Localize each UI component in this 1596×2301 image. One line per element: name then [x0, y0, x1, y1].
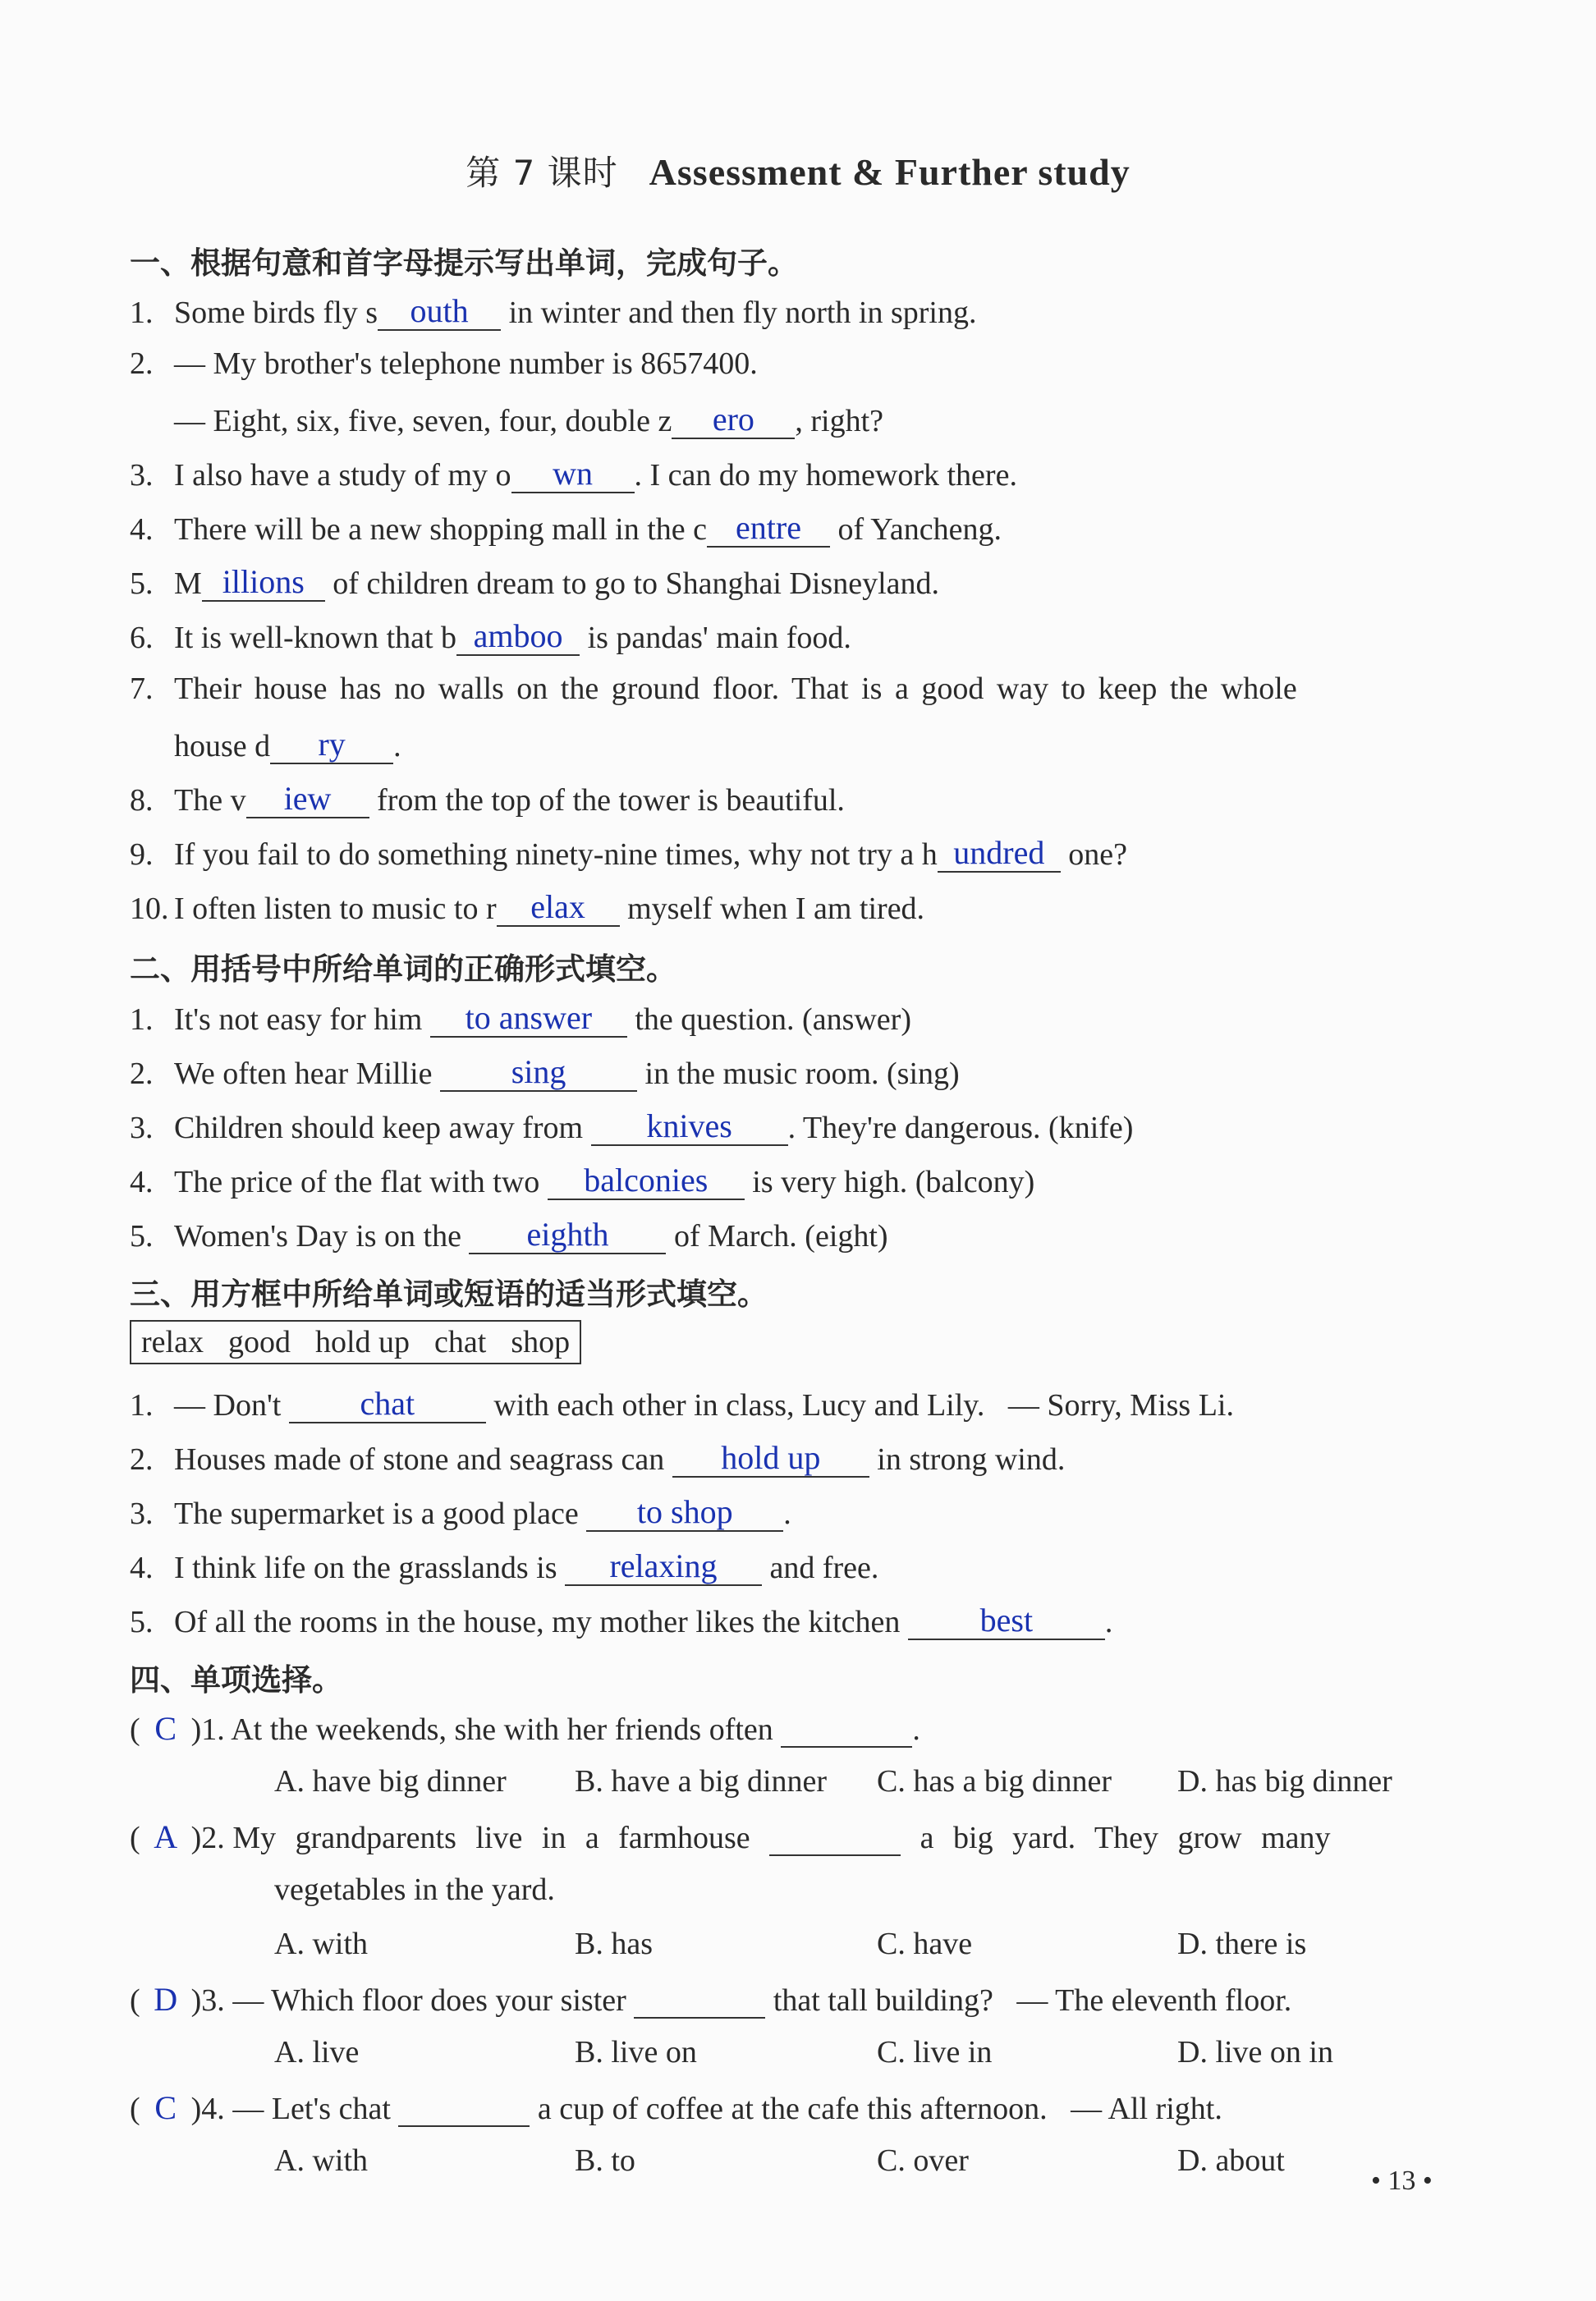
mc-3-option-a[interactable]: A. live	[274, 2035, 360, 2070]
s2-item-3: 3. Children should keep away from knives . They're dangerous. (knife)	[130, 1107, 1134, 1145]
s2-blank-4[interactable]: balconies	[548, 1161, 745, 1200]
mc-answer-1[interactable]: C	[154, 1710, 177, 1747]
mc-3-option-d[interactable]: D. live on in	[1177, 2035, 1333, 2070]
mc-3-option-c[interactable]: C. live in	[877, 2035, 993, 2070]
mc-answer-4[interactable]: C	[154, 2089, 177, 2126]
s2-item-1: 1. It's not easy for him to answer the question. (answer)	[130, 999, 911, 1037]
s1-item-10: 10. I often listen to music to r elax myself when I am tired.	[130, 888, 925, 926]
s1-blank-4[interactable]: entre	[707, 508, 830, 548]
word-box-item: chat	[434, 1325, 487, 1359]
s1-item-9: 9. If you fail to do something ninety-nine times, why not try a h undred one?	[130, 834, 1128, 872]
s1-blank-3[interactable]: wn	[511, 454, 635, 493]
mc-1-option-d[interactable]: D. has big dinner	[1177, 1764, 1392, 1799]
s1-blank-1[interactable]: outh	[378, 291, 501, 331]
page-title	[0, 146, 1596, 195]
s2-blank-5[interactable]: eighth	[469, 1215, 666, 1254]
s3-blank-1[interactable]: chat	[289, 1384, 486, 1423]
s3-blank-2[interactable]: hold up	[672, 1438, 869, 1478]
s3-blank-5[interactable]: best	[908, 1601, 1105, 1640]
mc-2-option-c[interactable]: C. have	[877, 1927, 973, 1961]
mc-2-option-d[interactable]: D. there is	[1177, 1927, 1307, 1961]
s3-item-5: 5. Of all the rooms in the house, my mother likes the kitchen best .	[130, 1602, 1113, 1639]
mc-1-option-c[interactable]: C. has a big dinner	[877, 1764, 1112, 1799]
s1-item-6: 6. It is well-known that b amboo is pandas' main food.	[130, 617, 851, 655]
s2-item-5: 5. Women's Day is on the eighth of March. (eight)	[130, 1216, 888, 1254]
s3-item-1: 1. — Don't chat with each other in class, Lucy and Lily. — Sorry, Miss Li.	[130, 1385, 1234, 1423]
s1-item-2: 2. — My brother's telephone number is 8657400.	[130, 346, 758, 381]
mc-answer-3[interactable]: D	[154, 1981, 178, 2018]
mc-question-4: ( C )4. — Let's chat a cup of coffee at the cafe this afternoon. — All right.	[130, 2089, 1222, 2126]
mc-question-1: ( C )1. At the weekends, she with her friends often .	[130, 1710, 920, 1747]
mc-2-continuation: vegetables in the yard.	[274, 1872, 555, 1907]
word-box-item: shop	[511, 1325, 571, 1359]
s1-blank-10[interactable]: elax	[497, 887, 620, 927]
section-4-heading: 四、单项选择。	[130, 1662, 342, 1698]
mc-1-option-a[interactable]: A. have big dinner	[274, 1764, 507, 1799]
s1-item-7: 7. Their house has no walls on the ground floor. That is a good way to keep the whole	[130, 672, 1297, 706]
s1-blank-2[interactable]: ero	[672, 400, 795, 439]
s1-item-8: 8. The v iew from the top of the tower is beautiful.	[130, 780, 845, 818]
s1-blank-9[interactable]: undred	[938, 833, 1061, 873]
mc-1-option-b[interactable]: B. have a big dinner	[575, 1764, 828, 1799]
s2-blank-1[interactable]: to answer	[430, 998, 627, 1038]
s1-item-1: 1. Some birds fly s outh in winter and then fly north in spring.	[130, 292, 977, 330]
word-box-item: hold up	[314, 1325, 410, 1359]
mc-answer-2[interactable]: A	[154, 1818, 178, 1855]
s3-item-3: 3. The supermarket is a good place to shop .	[130, 1493, 791, 1531]
s1-item-7b: house d ry .	[174, 726, 401, 763]
s1-blank-8[interactable]: iew	[246, 779, 369, 818]
s1-blank-5[interactable]: illions	[202, 562, 325, 602]
section-2-heading: 二、用括号中所给单词的正确形式填空。	[130, 951, 676, 987]
s1-blank-6[interactable]: amboo	[456, 617, 580, 656]
mc-4-option-c[interactable]: C. over	[877, 2143, 969, 2178]
s3-item-2: 2. Houses made of stone and seagrass can hold up in strong wind.	[130, 1439, 1066, 1477]
word-box-item: relax	[141, 1325, 204, 1359]
section-3-heading: 三、用方框中所给单词或短语的适当形式填空。	[130, 1277, 768, 1312]
s1-item-3: 3. I also have a study of my o wn . I can do my homework there.	[130, 455, 1017, 493]
word-box	[130, 1320, 581, 1364]
s1-item-5: 5. M illions of children dream to go to Shanghai Disneyland.	[130, 563, 940, 601]
s3-blank-3[interactable]: to shop	[586, 1492, 783, 1532]
s2-blank-3[interactable]: knives	[591, 1107, 788, 1146]
lesson-number: 第 7 课时	[466, 153, 618, 193]
word-box-item: good	[227, 1325, 291, 1359]
mc-4-option-d[interactable]: D. about	[1177, 2143, 1285, 2178]
s3-item-4: 4. I think life on the grasslands is relaxing and free.	[130, 1547, 879, 1585]
mc-3-option-b[interactable]: B. live on	[575, 2035, 697, 2070]
mc-2-option-a[interactable]: A. with	[274, 1927, 368, 1961]
mc-question-3: ( D )3. — Which floor does your sister that tall building? — The eleventh floor.	[130, 1981, 1292, 2018]
s2-item-2: 2. We often hear Millie sing in the music room. (sing)	[130, 1053, 960, 1091]
s1-blank-7[interactable]: ry	[270, 725, 393, 764]
s2-item-4: 4. The price of the flat with two balconies is very high. (balcony)	[130, 1162, 1035, 1199]
mc-2-option-b[interactable]: B. has	[575, 1927, 653, 1961]
s3-blank-4[interactable]: relaxing	[565, 1547, 762, 1586]
lesson-title: Assessment & Further study	[649, 151, 1130, 193]
mc-4-option-a[interactable]: A. with	[274, 2143, 368, 2178]
s1-item-4: 4. There will be a new shopping mall in the c entre of Yancheng.	[130, 509, 1002, 547]
page-number: • 13 •	[1371, 2166, 1433, 2196]
section-1-heading: 一、根据句意和首字母提示写出单词，完成句子。	[130, 245, 798, 281]
s1-item-2b: — Eight, six, five, seven, four, double z ero , right?	[174, 401, 883, 438]
s2-blank-2[interactable]: sing	[440, 1052, 637, 1092]
mc-4-option-b[interactable]: B. to	[575, 2143, 635, 2178]
mc-question-2: ( A )2. My grandparents live in a farmhouse a big yard. They grow many	[130, 1818, 1331, 1855]
